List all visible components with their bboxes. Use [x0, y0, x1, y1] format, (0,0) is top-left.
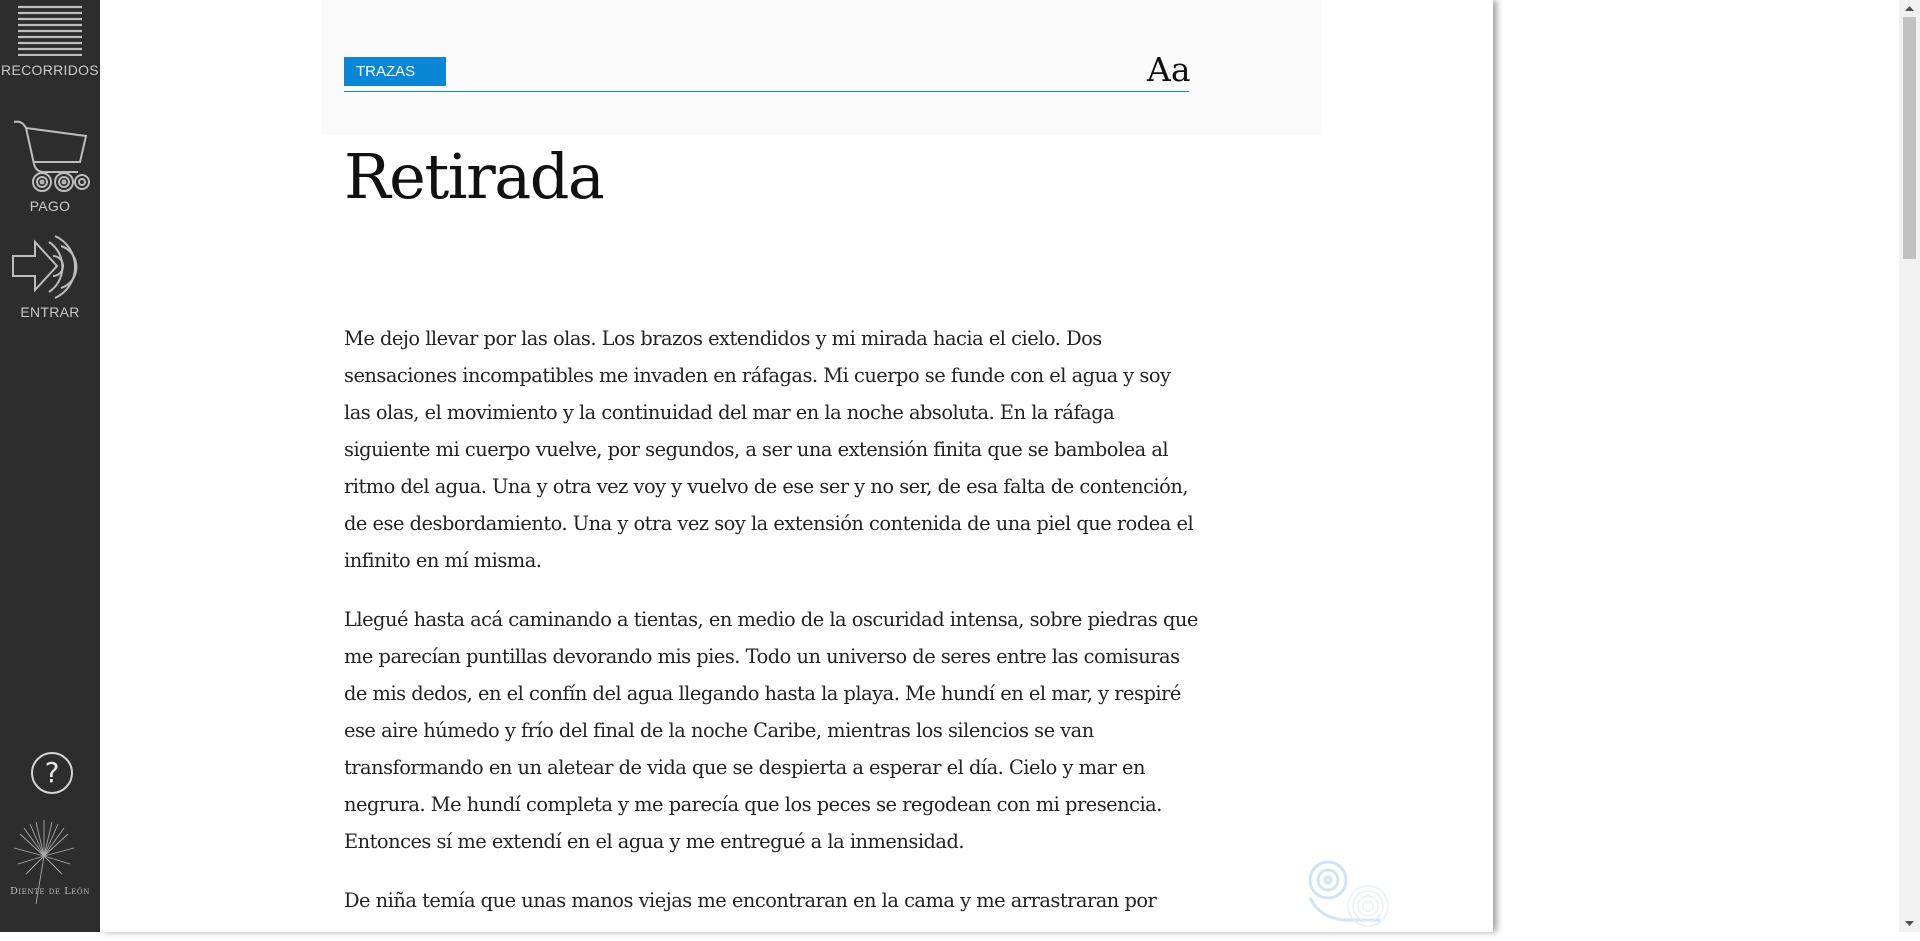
cart-spiral-icon [10, 118, 90, 196]
menu-lines-icon [14, 4, 86, 56]
paragraph-1: Me dejo llevar por las olas. Los brazos extendidos y mi mirada hacia el cielo. Dos sensaciones incompatibles me invaden en ráfagas. Mi cuerpo se funde con el agua y soy las olas, el movimiento y la continuidad del mar en la noche absoluta. En la ráfaga siguiente mi cuerpo vuelve, por segundos, a ser una extensión finita que se bambolea al ritmo del agua. Una y otra vez voy y vuelvo de ese ser y no ser, de esa falta de contención, de ese desbordamiento. Una y otra vez soy la extensión contenida de una piel que rodea el infinito en mí misma. [344, 327, 1194, 572]
pago-button[interactable] [0, 118, 100, 214]
enter-arrow-icon [9, 234, 91, 300]
entrar-button[interactable] [0, 234, 100, 320]
article-page [100, 0, 1493, 932]
recorridos-label: RECORRIDOS [1, 62, 99, 78]
recorridos-button[interactable] [0, 4, 100, 78]
pago-label: PAGO [29, 198, 71, 214]
vertical-scrollbar[interactable] [1899, 0, 1920, 932]
paragraph-3: De niña temía que unas manos viejas me encontraran en la cama y me arrastraran por [344, 889, 1157, 912]
spiral-watermark-icon [1300, 858, 1400, 932]
scrollbar-thumb[interactable] [1903, 17, 1916, 259]
dandelion-icon [0, 816, 100, 926]
entrar-label: ENTRAR [20, 304, 80, 320]
scroll-down-arrow-icon[interactable] [1899, 915, 1920, 932]
dandelion-logo[interactable] [0, 816, 100, 926]
brand-text: Diente de León [10, 886, 90, 897]
article-body [344, 320, 1199, 941]
scroll-up-arrow-icon[interactable] [1899, 0, 1920, 17]
font-size-toggle[interactable]: Aa [1147, 50, 1191, 89]
section-tag[interactable]: TRAZAS [344, 57, 446, 86]
sidebar [0, 0, 100, 932]
help-button[interactable]: ? [31, 752, 73, 794]
paragraph-2: Llegué hasta acá caminando a tientas, en medio de la oscuridad intensa, sobre piedras que me parecían puntillas devorando mis pies. Todo un universo de seres entre las comisuras de mis dedos, en el confín del agua llegando hasta la playa. Me hundí en el mar, y respiré ese aire húmedo y frío del final de la noche Caribe, mientras los silencios se van transformando en un aletear de vida que se despierta a esperar el día. Cielo y mar en negrura. Me hundí completa y me parecía que los peces se regodean con mi presencia. Entonces sí me extendí en el agua y me entregué a la inmensidad. [344, 608, 1198, 853]
header-divider [344, 91, 1189, 92]
article-title: Retirada [344, 140, 604, 213]
